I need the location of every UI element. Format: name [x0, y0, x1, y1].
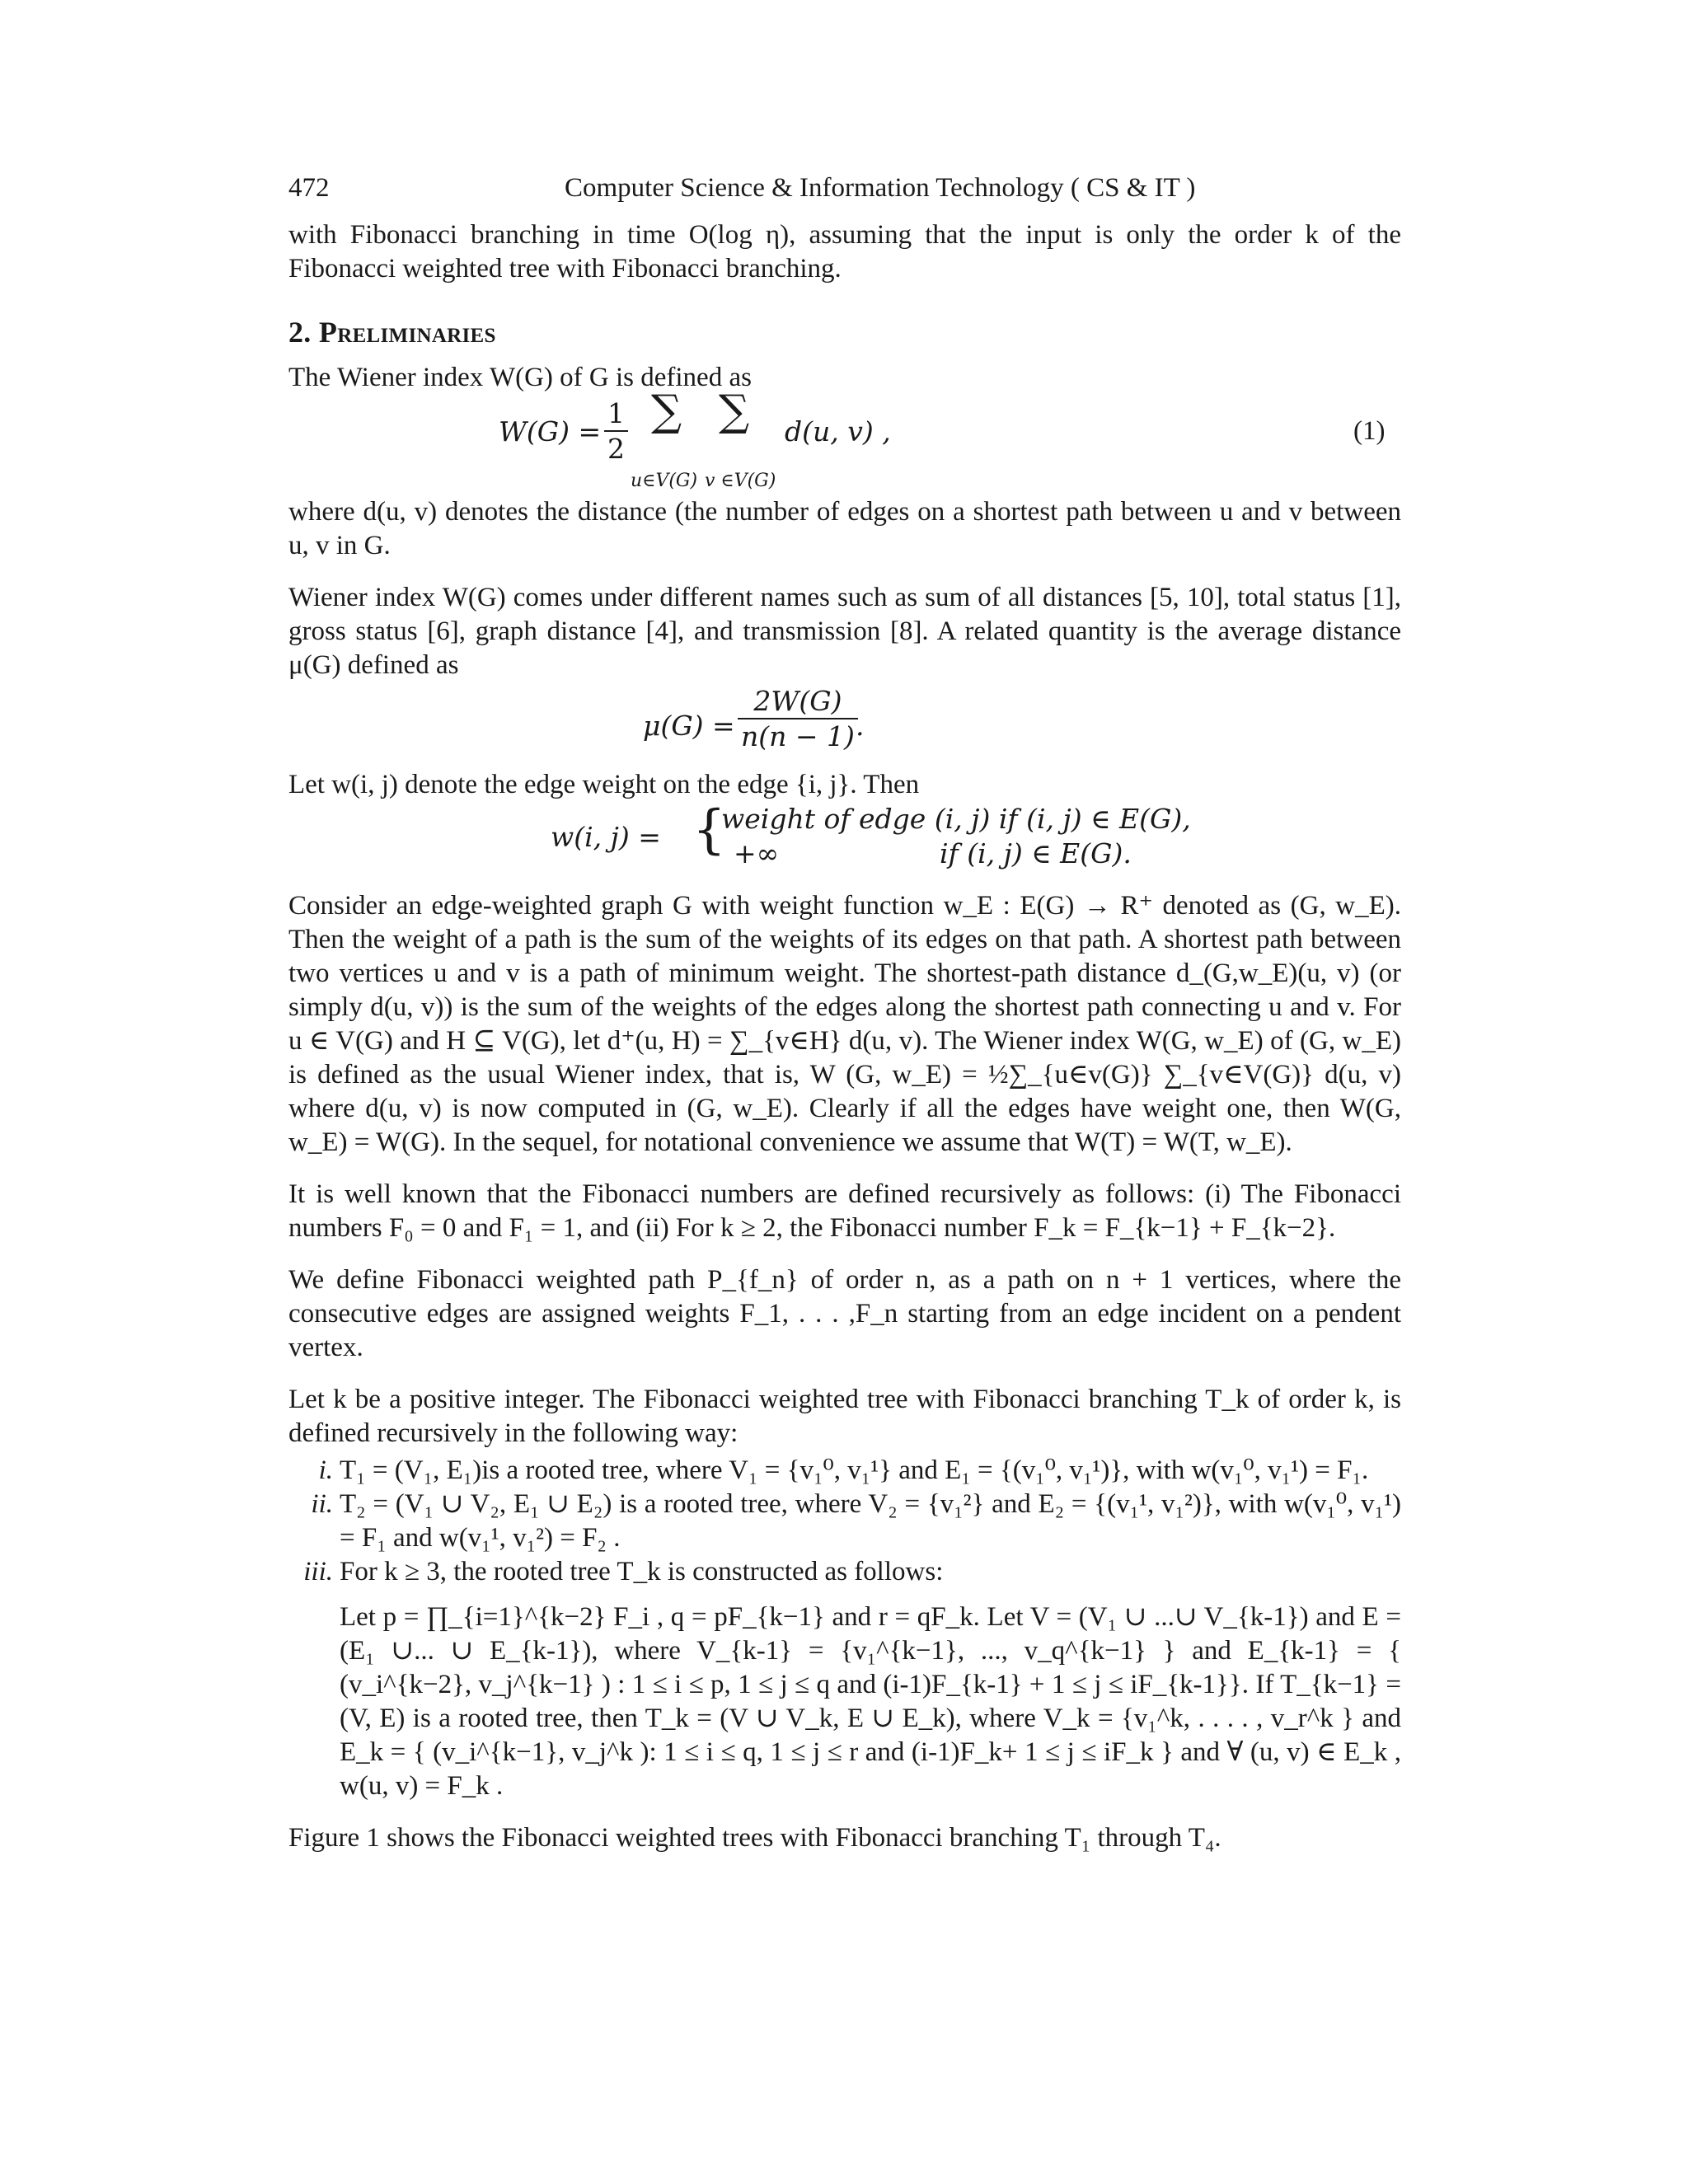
mu-numerator: 2W(G): [753, 685, 842, 717]
eq1-term: d(u, v) ,: [785, 415, 891, 448]
mu-tail: .: [856, 710, 865, 742]
list-item: [288, 1488, 1401, 1555]
section-number: 2.: [288, 316, 312, 349]
fibonacci-numbers-paragraph: It is well known that the Fibonacci numbers are defined recursively as follows: (i) The Fibonacci numbers F₀ = 0 and F₁ = 1, and (ii) For k ≥ 2, the Fibonacci number F_k = F_{k−1} + F_{k−2}.: [288, 1179, 1401, 1243]
eq1-lhs: W(G) =: [499, 415, 602, 448]
eq1-denominator: 2: [607, 433, 625, 465]
running-header: [288, 171, 1401, 208]
mu-denominator: n(n − 1): [741, 720, 855, 752]
list-item-text: T₂ = (V₁ ∪ V₂, E₁ ∪ E₂) is a rooted tree, where V₂ = {v₁²} and E₂ = {(v₁¹, v₁²)}, with w(v₁⁰, v₁¹) = F₁ and w(v₁¹, v₁²) = F₂ .: [340, 1489, 1401, 1553]
w-case-1: weight of edge (i, j) if (i, j) ∈ E(G),: [721, 803, 1191, 835]
sum-symbol-1: ∑: [651, 387, 682, 436]
section-heading: [288, 316, 1401, 349]
section-title: Preliminaries: [318, 316, 496, 349]
journal-title: Computer Science & Information Technology ( CS & IT ): [565, 173, 1196, 203]
w-case-2-value: +∞: [734, 837, 780, 869]
mu-fraction: [738, 684, 858, 753]
fibonacci-path-paragraph: We define Fibonacci weighted path P_{f_n} of order n, as a path on n + 1 vertices, where the consecutive edges are assigned weights F_1, . . . ,F_n starting from an edge incident on a pendent vertex.: [288, 1265, 1401, 1362]
eq1-number: (1): [1353, 416, 1386, 446]
list-item-text: T₁ = (V₁, E₁)is a rooted tree, where V₁ = {v₁⁰, v₁¹} and E₁ = {(v₁⁰, v₁¹)}, with w(v₁⁰, v₁¹) = F₁.: [340, 1455, 1369, 1485]
wiener-names-paragraph: Wiener index W(G) comes under different names such as sum of all distances [5, 10], total status [1], gross status [6], graph distance [4], and transmission [8]. A related quantity is the average distance μ(G) defined as: [288, 583, 1401, 680]
eq1-sum1-subscript: u∈V(G): [631, 471, 698, 491]
equation-edge-weight: [288, 799, 1401, 871]
left-brace: {: [692, 799, 726, 860]
w-lhs: w(i, j) =: [551, 821, 661, 853]
page-body: [288, 218, 1401, 1855]
list-item: [288, 1454, 1401, 1488]
fibonacci-tree-paragraph: Let k be a positive integer. The Fibonacci weighted tree with Fibonacci branching T_k of order k, is defined recursively in the following way:: [288, 1385, 1401, 1448]
distance-definition: where d(u, v) denotes the distance (the number of edges on a shortest path between u and v between u, v in G.: [288, 497, 1401, 560]
wiener-definition-intro: The Wiener index W(G) of G is defined as: [288, 363, 752, 392]
list-item-label: ii.: [311, 1489, 333, 1519]
intro-continuation: with Fibonacci branching in time O(log η), assuming that the input is only the order k of the Fibonacci weighted tree with Fibonacci branching.: [288, 220, 1401, 284]
tree-definition-list: [288, 1454, 1401, 1589]
edge-weighted-graph-paragraph: Consider an edge-weighted graph G with weight function w_E : E(G) → R⁺ denoted as (G, w_E). Then the weight of a path is the sum of the weights of its edges on that path. A shortest path between two vertices u and v is a path of minimum weight. The shortest-path distance d_(G,w_E)(u, v) (or simply d(u, v)) is the sum of the weights of the edges along the shortest path connecting u and v. For u ∈ V(G) and H ⊆ V(G), let d⁺(u, H) = ∑_{v∈H} d(u, v). The Wiener index W(G, w_E) of (G, w_E) is defined as the usual Wiener index, that is, W (G, w_E) = ½∑_{u∈v(G)} ∑_{v∈V(G)} d(u, v) where d(u, v) is now computed in (G, w_E). Clearly if all the edges have weight one, then W(G, w_E) = W(G). In the sequel, for notational convenience we assume that W(T) = W(T, w_E).: [288, 891, 1401, 1157]
tree-construction-paragraph: Let p = ∏_{i=1}^{k−2} F_i , q = pF_{k−1} and r = qF_k. Let V = (V₁ ∪ ...∪ V_{k-1}) and E = (E₁ ∪... ∪ E_{k-1}), where V_{k-1} = {v₁^{k−1}, ..., v_q^{k−1} } and E_{k-1} = { (v_i^{k−2}, v_j^{k−1} ) : 1 ≤ i ≤ p, 1 ≤ j ≤ q and (i-1)F_{k-1} + 1 ≤ j ≤ iF_{k-1}}. If T_{k−1} = (V, E) is a rooted tree, then T_k = (V ∪ V_k, E ∪ E_k), where V_k = {v₁^k, . . . . , v_r^k } and E_k = { (v_i^{k−1}, v_j^k ): 1 ≤ i ≤ q, 1 ≤ j ≤ r and (i-1)F_k+ 1 ≤ j ≤ iF_k } and ∀ (u, v) ∈ E_k , w(u, v) = F_k .: [340, 1602, 1401, 1801]
list-item-label: i.: [318, 1455, 333, 1485]
page-number: 472: [288, 173, 330, 203]
mu-lhs: μ(G) =: [643, 710, 735, 742]
w-case-2-condition: if (i, j) ∈ E(G).: [940, 837, 1132, 869]
figure-reference-paragraph: Figure 1 shows the Fibonacci weighted trees with Fibonacci branching T₁ through T₄.: [288, 1823, 1221, 1853]
list-item: [288, 1555, 1401, 1589]
eq1-sum2-subscript: v ∈V(G): [705, 471, 776, 491]
eq1-fraction: [604, 396, 628, 466]
edge-weight-intro: Let w(i, j) denote the edge weight on the edge {i, j}. Then: [288, 770, 920, 799]
equation-1: [288, 387, 1401, 494]
eq1-numerator: 1: [607, 397, 625, 429]
list-item-text: For k ≥ 3, the rooted tree T_k is constructed as follows:: [340, 1557, 944, 1586]
sum-symbol-2: ∑: [719, 387, 750, 436]
list-item-label: iii.: [303, 1557, 333, 1586]
equation-average-distance: [288, 684, 1401, 766]
